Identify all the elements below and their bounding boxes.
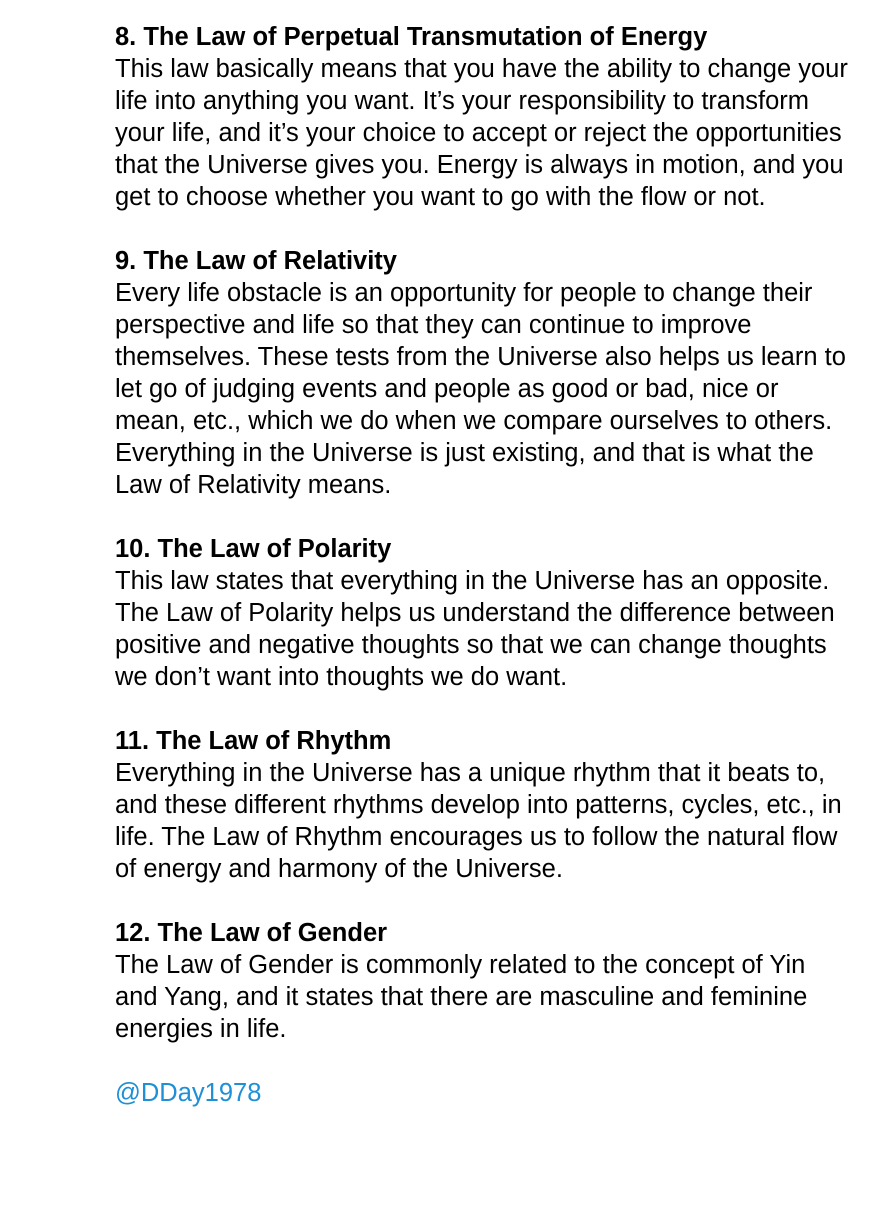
law-title: 11. The Law of Rhythm	[115, 727, 392, 755]
user-handle-link[interactable]: @DDay1978	[115, 1079, 262, 1107]
law-body: The Law of Gender is commonly related to the concept of Yin and Yang, and it states that there are masculine and feminine energies in life.	[115, 951, 808, 1043]
law-section-8	[115, 21, 850, 213]
law-body: This law states that everything in the Universe has an opposite. The Law of Polarity helps us understand the difference between positive and negative thoughts so that we can change thoughts we don’t want into thoughts we do want.	[115, 567, 835, 691]
law-body: Every life obstacle is an opportunity for people to change their perspective and life so that they can continue to improve themselves. These tests from the Universe also helps us learn to let go of judging events and people as good or bad, nice or mean, etc., which we do when we compare ourselves to others. Everything in the Universe is just existing, and that is what the Law of Relativity means.	[115, 279, 846, 499]
law-section-11	[115, 725, 850, 885]
law-section-10	[115, 533, 850, 693]
law-body: This law basically means that you have the ability to change your life into anything you want. It’s your responsibility to transform your life, and it’s your choice to accept or reject the opportunities that the Universe gives you. Energy is always in motion, and you get to choose whether you want to go with the flow or not.	[115, 55, 848, 211]
law-section-12	[115, 917, 850, 1045]
law-title: 9. The Law of Relativity	[115, 247, 397, 275]
law-body: Everything in the Universe has a unique rhythm that it beats to, and these different rhythms develop into patterns, cycles, etc., in life. The Law of Rhythm encourages us to follow the natural flow of energy and harmony of the Universe.	[115, 759, 842, 883]
law-title: 10. The Law of Polarity	[115, 535, 392, 563]
law-title: 12. The Law of Gender	[115, 919, 388, 947]
law-section-9	[115, 245, 850, 501]
post-content	[115, 21, 850, 1109]
law-title: 8. The Law of Perpetual Transmutation of Energy	[115, 23, 708, 51]
